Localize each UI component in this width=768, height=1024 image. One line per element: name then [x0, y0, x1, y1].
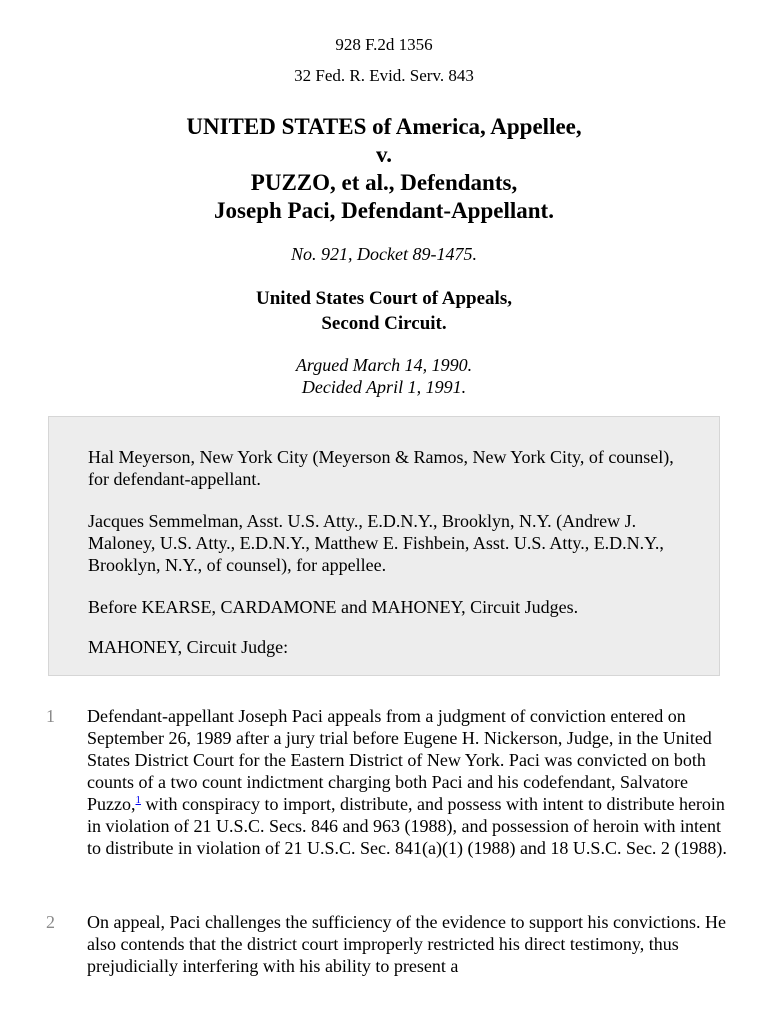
caption-appellee: UNITED STATES of America, Appellee,	[186, 114, 582, 139]
paragraph-text: On appeal, Paci challenges the sufficiency of the evidence to support his convictions. He also contends that the district court improperly restricted his direct testimony, thus prejudicially interfering with his ability to present a	[87, 912, 726, 976]
decided-date: Decided April 1, 1991.	[301, 377, 467, 397]
paragraph-text-part-1: Defendant-appellant Joseph Paci appeals from a judgment of conviction entered on September 26, 1989 after a jury trial before Eugene H. Nickerson, Judge, in the United States District Court for the Eastern District of New York. Paci was convicted on both counts of a two count indictment charging both Paci and his codefendant, Salvatore Puzzo,	[87, 706, 712, 814]
caption-defendants: PUZZO, et al., Defendants,	[250, 170, 518, 195]
appellee-counsel: Jacques Semmelman, Asst. U.S. Atty., E.D.N.Y., Brooklyn, N.Y. (Andrew J. Maloney, U.S. Atty., E.D.N.Y., Matthew E. Fishbein, Asst. U.S. Atty., E.D.N.Y., Brooklyn, N.Y., of counsel), for appellee.	[88, 511, 664, 575]
court-name-line-1: United States Court of Appeals,	[256, 288, 512, 309]
paragraph-text	[87, 705, 727, 859]
counsel-panel	[48, 416, 720, 676]
docket-number: No. 921, Docket 89-1475.	[291, 244, 477, 264]
paragraph-text-part-2: with conspiracy to import, distribute, and possess with intent to distribute heroin in violation of 21 U.S.C. Secs. 846 and 963 (1988), and possession of heroin with intent to distribute in violation of 21 U.S.C. Sec. 841(a)(1) (1988) and 18 U.S.C. Sec. 2 (1988).	[87, 794, 727, 858]
reporter-citation: 928 F.2d 1356	[335, 35, 433, 54]
caption-versus: v.	[376, 142, 392, 167]
court-name	[0, 286, 768, 336]
court-name-line-2: Second Circuit.	[321, 313, 447, 334]
argued-date: Argued March 14, 1990.	[295, 355, 473, 375]
caption-appellant: Joseph Paci, Defendant-Appellant.	[214, 198, 554, 223]
judicial-panel: Before KEARSE, CARDAMONE and MAHONEY, Circuit Judges.	[88, 597, 579, 617]
case-caption	[0, 113, 768, 225]
paragraph-number: 2	[46, 912, 55, 932]
footnote-link[interactable]: 1	[135, 794, 141, 806]
case-dates	[0, 354, 768, 398]
appellant-counsel: Hal Meyerson, New York City (Meyerson & Ramos, New York City, of counsel), for defendant-appellant.	[88, 447, 674, 489]
evidence-citation: 32 Fed. R. Evid. Serv. 843	[294, 66, 474, 85]
paragraph-number: 1	[46, 706, 55, 726]
opinion-author: MAHONEY, Circuit Judge:	[88, 637, 289, 657]
